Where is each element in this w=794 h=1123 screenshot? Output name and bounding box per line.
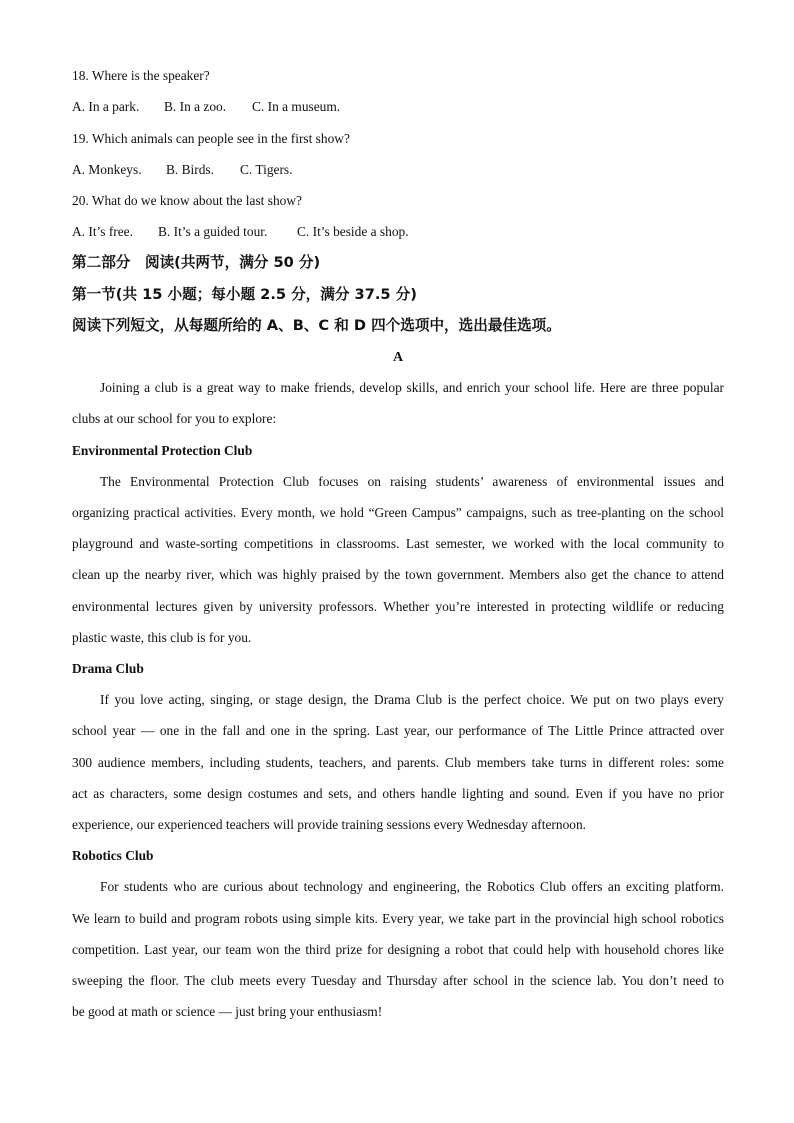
paragraph-line: clean up the nearby river, which was highly praised by the town government. Members also get the chance to attend bbox=[72, 567, 724, 582]
option-c: C. In a museum. bbox=[252, 99, 341, 114]
paragraph-line: competition. Last year, our team won the third prize for designing a robot that could help with household chores like bbox=[72, 942, 724, 957]
paragraph-line: 300 audience members, including students, teachers, and parents. Club members take turns in different roles: some bbox=[72, 755, 724, 770]
option-b: B. Birds. bbox=[166, 162, 214, 177]
intro-line: clubs at our school for you to explore: bbox=[72, 411, 277, 426]
question-18-options bbox=[72, 99, 340, 115]
option-c: C. It’s beside a shop. bbox=[297, 224, 409, 239]
passage-label: A bbox=[392, 350, 404, 365]
paragraph-line: plastic waste, this club is for you. bbox=[72, 630, 252, 645]
club-heading: Robotics Club bbox=[72, 848, 154, 863]
subsection-title: 第一节(共 15 小题；每小题 2.5 分，满分 37.5 分) bbox=[72, 286, 417, 303]
instruction-text: 阅读下列短文，从每题所给的 A、B、C 和 D 四个选项中，选出最佳选项。 bbox=[72, 317, 561, 334]
paragraph-line: be good at math or science — just bring your enthusiasm! bbox=[72, 1004, 383, 1019]
paragraph-line: organizing practical activities. Every month, we hold “Green Campus” campaigns, such as tree-planting on the school bbox=[72, 505, 724, 520]
option-c: C. Tigers. bbox=[240, 162, 293, 177]
paragraph-line: playground and waste-sorting competitions in classrooms. Last semester, we worked with the local community to bbox=[72, 536, 724, 551]
paragraph-line: For students who are curious about technology and engineering, the Robotics Club offers an exciting platform. bbox=[100, 879, 724, 894]
club-heading: Drama Club bbox=[72, 661, 144, 676]
paragraph-line: sweeping the floor. The club meets every Tuesday and Thursday after school in the science lab. You don’t need to bbox=[72, 973, 724, 988]
intro-line: Joining a club is a great way to make friends, develop skills, and enrich your school life. Here are three popular bbox=[100, 380, 724, 395]
option-a: A. It’s free. bbox=[72, 224, 133, 239]
paragraph-line: The Environmental Protection Club focuses on raising students’ awareness of environmental issues and bbox=[100, 474, 724, 489]
club-heading: Environmental Protection Club bbox=[72, 443, 253, 458]
question-18: 18. Where is the speaker? bbox=[72, 68, 210, 83]
paragraph-line: environmental lectures given by university professors. Whether you’re interested in protecting wildlife or reducing bbox=[72, 599, 724, 614]
paragraph-line: If you love acting, singing, or stage design, the Drama Club is the perfect choice. We put on two plays every bbox=[100, 692, 724, 707]
option-b: B. In a zoo. bbox=[164, 99, 227, 114]
part-title: 第二部分 阅读(共两节，满分 50 分) bbox=[72, 254, 321, 271]
question-19-options bbox=[72, 162, 292, 178]
paragraph-line: school year — one in the fall and one in the spring. Last year, our performance of The Little Prince attracted over bbox=[72, 723, 724, 738]
question-20-options bbox=[72, 224, 409, 240]
question-19: 19. Which animals can people see in the first show? bbox=[72, 131, 350, 146]
option-a: A. Monkeys. bbox=[72, 162, 142, 177]
question-20: 20. What do we know about the last show? bbox=[72, 193, 302, 208]
option-b: B. It’s a guided tour. bbox=[158, 224, 268, 239]
paragraph-line: experience, our experienced teachers will provide training sessions every Wednesday afternoon. bbox=[72, 817, 587, 832]
paragraph-line: We learn to build and program robots using simple kits. Every year, we take part in the provincial high school robotics bbox=[72, 911, 724, 926]
option-a: A. In a park. bbox=[72, 99, 140, 114]
paragraph-line: act as characters, some design costumes and sets, and others handle lighting and sound. Even if you have no prior bbox=[72, 786, 724, 801]
